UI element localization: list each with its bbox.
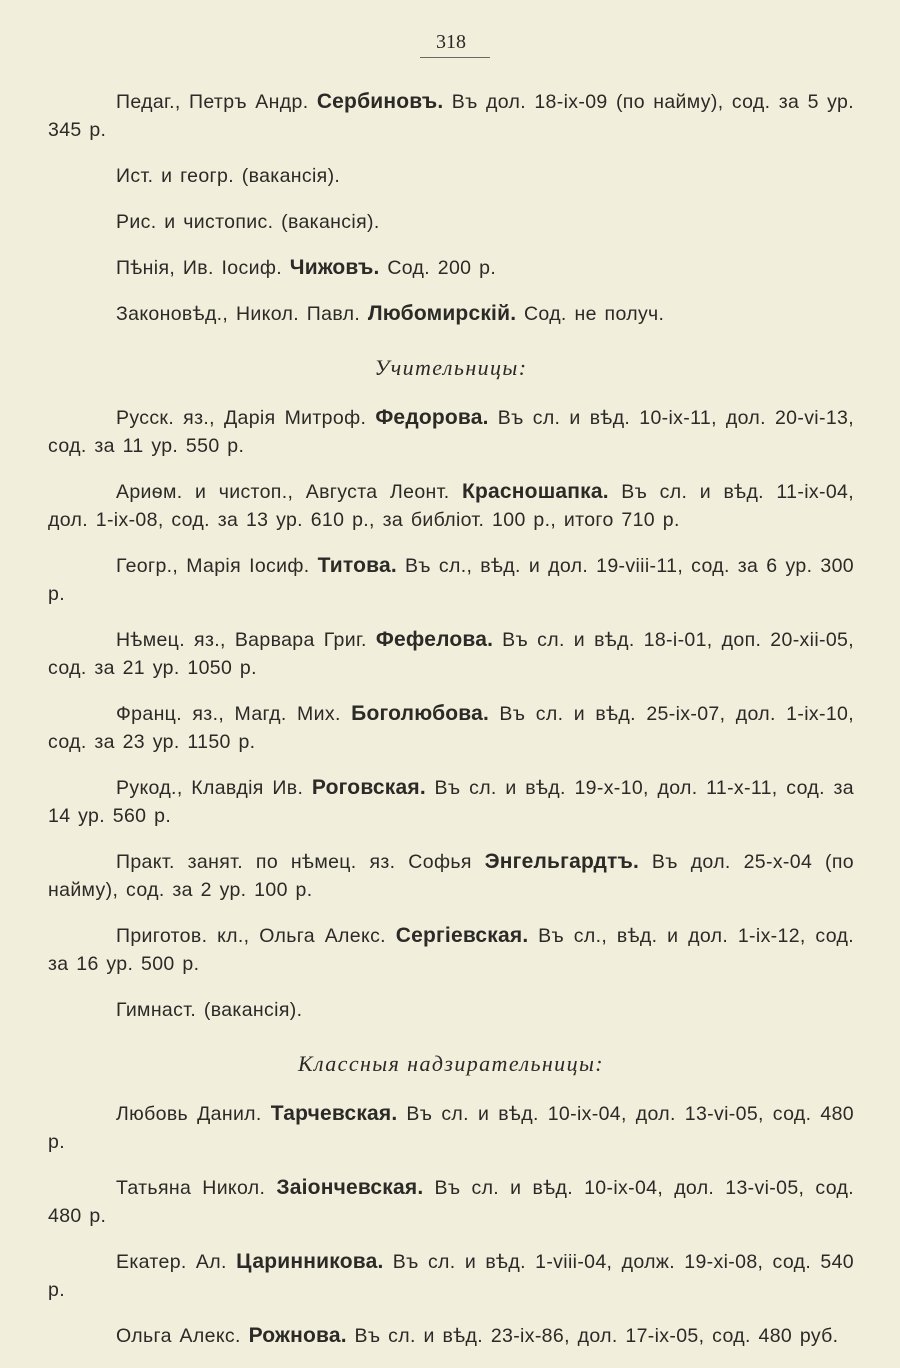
staff-entry <box>48 626 854 682</box>
page-number-rule <box>420 57 490 58</box>
section-heading: Классныя надзирательницы: <box>297 1051 604 1076</box>
entry-details: Въ дол. 18-ix-09 (по найму), сод. за 5 ур. 345 р. <box>48 91 854 141</box>
entry-text: Приготов. кл., Ольга Алекс. <box>116 925 396 947</box>
staff-surname: Фефелова. <box>375 628 494 651</box>
entry-details: Въ сл. и вѣд. 1-viii-04, долж. 19-xi-08, сод. 540 р. <box>48 1251 855 1301</box>
entry-details: Въ сл. и вѣд. 25-ix-07, дол. 1-ix-10, сод. за 23 ур. 1150 р. <box>48 703 854 753</box>
staff-entry <box>48 700 854 756</box>
staff-entry <box>48 254 854 282</box>
entry-text: Пѣнія, Ив. Іосиф. <box>116 257 290 279</box>
entry-details: Въ сл. и вѣд. 23-ix-86, дол. 17-ix-05, сод. 480 руб. <box>346 1325 839 1347</box>
staff-entry <box>48 996 854 1024</box>
entry-text: Рукод., Клавдія Ив. <box>116 777 312 799</box>
staff-entry <box>48 300 854 328</box>
entry-details: Сод. 200 р. <box>379 257 497 279</box>
entry-text: Нѣмец. яз., Варвара Григ. <box>116 629 376 651</box>
staff-entry <box>48 1100 854 1156</box>
staff-entry <box>48 478 854 534</box>
staff-entry <box>48 208 854 236</box>
staff-surname: Федорова. <box>375 406 489 429</box>
entry-text: Ольга Алекс. <box>116 1325 249 1347</box>
entry-text: Практ. занят. по нѣмец. яз. Софья <box>116 851 485 873</box>
entry-details: Сод. не получ. <box>516 303 665 325</box>
staff-entry <box>48 848 854 904</box>
entry-text: Екатер. Ал. <box>116 1251 237 1273</box>
entry-text: Татьяна Никол. <box>116 1177 277 1199</box>
entry-text: Ариѳм. и чистоп., Августа Леонт. <box>116 481 462 503</box>
entry-details: Въ сл. и вѣд. 10-ix-04, дол. 13-vi-05, сод. 480 р. <box>48 1177 854 1227</box>
staff-surname: Заіончевская. <box>276 1176 424 1199</box>
entry-text: Рис. и чистопис. (вакансія). <box>116 211 380 233</box>
entry-text: Педаг., Петръ Андр. <box>116 91 317 113</box>
staff-entry <box>48 88 854 144</box>
staff-entry <box>48 162 854 190</box>
entry-details: Въ сл. и вѣд. 11-ix-04, дол. 1-ix-08, сод. за 13 ур. 610 р., за библiот. 100 р., итого 710 р. <box>48 481 854 531</box>
entry-text: Русск. яз., Дарія Митроф. <box>116 407 376 429</box>
staff-surname: Красношапка. <box>462 480 609 503</box>
entry-details: Въ сл. и вѣд. 10-ix-11, дол. 20-vi-13, сод. за 11 ур. 550 р. <box>48 407 854 457</box>
entry-text: Законовѣд., Никол. Павл. <box>116 303 368 325</box>
page-content <box>48 88 854 1368</box>
staff-entry <box>48 552 854 608</box>
staff-entry <box>48 404 854 460</box>
entry-text: Любовь Данил. <box>116 1103 271 1125</box>
staff-surname: Царинникова. <box>236 1250 384 1273</box>
staff-entry <box>48 922 854 978</box>
staff-surname: Сербиновъ. <box>316 90 444 113</box>
entry-details: Въ сл. и вѣд. 10-ix-04, дол. 13-vi-05, сод. 480 р. <box>48 1103 854 1153</box>
entry-details: Въ сл. и вѣд. 18-i-01, доп. 20-xii-05, сод. за 21 ур. 1050 р. <box>48 629 855 679</box>
entry-details: Въ сл., вѣд. и дол. 1-ix-12, сод. за 16 ур. 500 р. <box>48 925 854 975</box>
staff-surname: Тарчевская. <box>270 1102 398 1125</box>
section-heading: Учительницы: <box>374 355 528 380</box>
staff-entry <box>48 1248 854 1304</box>
staff-surname: Чижовъ. <box>289 256 380 279</box>
page-number: 318 <box>436 31 466 53</box>
staff-entry <box>48 1174 854 1230</box>
staff-surname: Энгельгардтъ. <box>484 850 640 873</box>
staff-entry <box>48 1322 854 1350</box>
staff-surname: Любомирскій. <box>367 302 517 325</box>
entry-details: Въ дол. 25-x-04 (по найму), сод. за 2 ур. 100 р. <box>48 851 854 901</box>
staff-entry <box>48 774 854 830</box>
staff-surname: Сергіевская. <box>395 924 529 947</box>
staff-surname: Роговская. <box>311 776 426 799</box>
entry-text: Гимнаст. (вакансія). <box>116 999 303 1021</box>
entry-text: Франц. яз., Магд. Мих. <box>116 703 352 725</box>
entry-details: Въ сл. и вѣд. 19-x-10, дол. 11-x-11, сод. за 14 ур. 560 р. <box>48 777 854 827</box>
entry-details: Въ сл., вѣд. и дол. 19-viii-11, сод. за 6 ур. 300 р. <box>48 555 854 605</box>
entry-text: Ист. и геогр. (вакансія). <box>116 165 341 187</box>
staff-surname: Рожнова. <box>248 1324 347 1347</box>
entry-text: Геогр., Марія Іосиф. <box>116 555 318 577</box>
staff-surname: Титова. <box>317 554 397 577</box>
staff-surname: Боголюбова. <box>351 702 490 725</box>
